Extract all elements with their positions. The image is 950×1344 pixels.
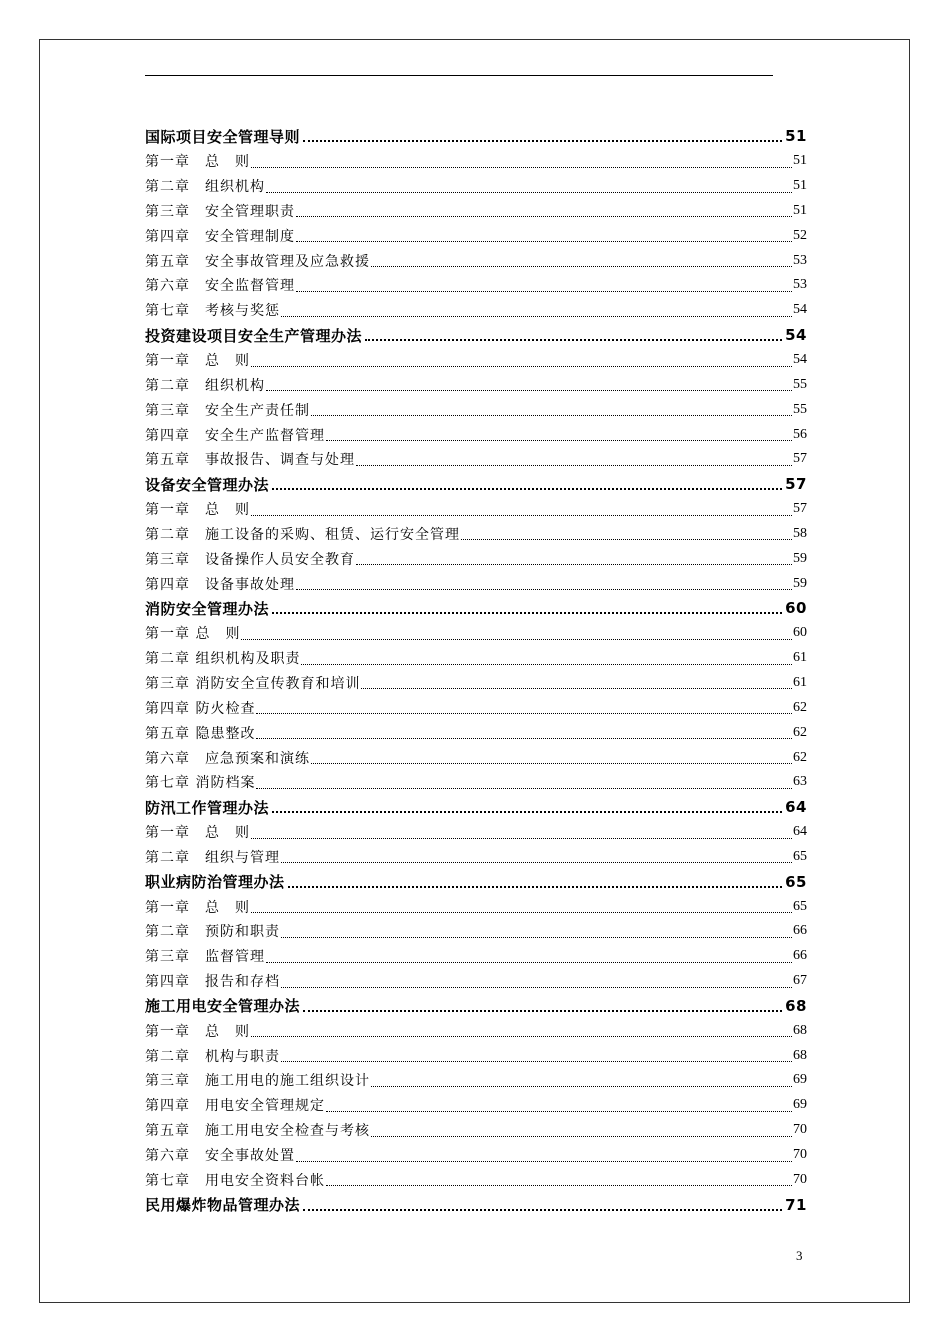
toc-entry-title: 第四章 安全管理制度 <box>145 228 295 245</box>
toc-section-entry[interactable] <box>145 124 807 149</box>
toc-chapter-entry[interactable] <box>145 273 807 298</box>
toc-chapter-entry[interactable] <box>145 1068 807 1093</box>
toc-chapter-entry[interactable] <box>145 497 807 522</box>
toc-entry-page: 57 <box>793 501 807 517</box>
toc-entry-page: 51 <box>793 202 807 218</box>
toc-entry-title: 消防安全管理办法 <box>145 599 270 618</box>
toc-leader-dots <box>266 962 792 963</box>
toc-chapter-entry[interactable] <box>145 1043 807 1068</box>
toc-chapter-entry[interactable] <box>145 546 807 571</box>
toc-entry-page: 70 <box>793 1147 807 1163</box>
toc-entry-page: 66 <box>793 923 807 939</box>
toc-entry-page: 61 <box>793 650 807 666</box>
toc-entry-title: 投资建设项目安全生产管理办法 <box>145 326 363 345</box>
toc-entry-title: 第二章 预防和职责 <box>145 924 280 941</box>
toc-leader-dots <box>272 488 782 490</box>
toc-chapter-entry[interactable] <box>145 820 807 845</box>
toc-entry-title: 职业病防治管理办法 <box>145 873 285 892</box>
toc-entry-title: 第七章 消防档案 <box>145 775 256 792</box>
toc-entry-page: 57 <box>785 475 807 494</box>
toc-entry-title: 第一章 总 则 <box>145 1023 250 1040</box>
toc-entry-page: 61 <box>793 674 807 690</box>
table-of-contents <box>145 124 807 1217</box>
toc-leader-dots <box>251 912 792 913</box>
toc-entry-title: 第一章 总 则 <box>145 502 250 519</box>
toc-chapter-entry[interactable] <box>145 522 807 547</box>
toc-leader-dots <box>281 316 792 317</box>
toc-leader-dots <box>251 167 792 168</box>
toc-leader-dots <box>303 1209 782 1211</box>
header-rule <box>145 75 773 76</box>
toc-entry-page: 57 <box>793 451 807 467</box>
toc-entry-title: 第四章 防火检查 <box>145 700 256 717</box>
toc-entry-page: 55 <box>793 376 807 392</box>
toc-chapter-entry[interactable] <box>145 1143 807 1168</box>
toc-entry-title: 民用爆炸物品管理办法 <box>145 1196 301 1215</box>
toc-leader-dots <box>371 266 792 267</box>
toc-chapter-entry[interactable] <box>145 894 807 919</box>
toc-leader-dots <box>361 688 792 689</box>
toc-chapter-entry[interactable] <box>145 745 807 770</box>
toc-leader-dots <box>296 216 792 217</box>
toc-leader-dots <box>326 440 792 441</box>
toc-leader-dots <box>272 811 782 813</box>
toc-leader-dots <box>311 415 792 416</box>
toc-leader-dots <box>266 390 792 391</box>
toc-leader-dots <box>356 564 792 565</box>
toc-entry-title: 第四章 用电安全管理规定 <box>145 1098 325 1115</box>
toc-entry-page: 55 <box>793 401 807 417</box>
toc-entry-title: 第四章 设备事故处理 <box>145 576 295 593</box>
toc-leader-dots <box>371 1136 792 1137</box>
toc-chapter-entry[interactable] <box>145 720 807 745</box>
toc-leader-dots <box>281 937 792 938</box>
toc-leader-dots <box>281 862 792 863</box>
toc-chapter-entry[interactable] <box>145 348 807 373</box>
toc-entry-title: 第二章 组织机构及职责 <box>145 651 301 668</box>
toc-chapter-entry[interactable] <box>145 1118 807 1143</box>
toc-entry-page: 65 <box>785 872 807 891</box>
toc-section-entry[interactable] <box>145 596 807 621</box>
toc-section-entry[interactable] <box>145 472 807 497</box>
toc-leader-dots <box>371 1086 792 1087</box>
toc-entry-page: 53 <box>793 277 807 293</box>
toc-leader-dots <box>301 664 792 665</box>
toc-chapter-entry[interactable] <box>145 671 807 696</box>
toc-entry-title: 防汛工作管理办法 <box>145 798 270 817</box>
toc-entry-page: 53 <box>793 252 807 268</box>
toc-entry-title: 第一章 总 则 <box>145 154 250 171</box>
toc-entry-page: 64 <box>793 824 807 840</box>
toc-chapter-entry[interactable] <box>145 1093 807 1118</box>
toc-entry-page: 68 <box>793 1022 807 1038</box>
toc-leader-dots <box>266 192 792 193</box>
toc-entry-page: 51 <box>793 153 807 169</box>
toc-chapter-entry[interactable] <box>145 695 807 720</box>
toc-section-entry[interactable] <box>145 1192 807 1217</box>
toc-chapter-entry[interactable] <box>145 770 807 795</box>
toc-entry-page: 51 <box>793 178 807 194</box>
toc-entry-page: 63 <box>793 774 807 790</box>
toc-leader-dots <box>461 539 792 540</box>
toc-entry-page: 68 <box>785 996 807 1015</box>
toc-chapter-entry[interactable] <box>145 397 807 422</box>
toc-entry-page: 68 <box>793 1047 807 1063</box>
toc-leader-dots <box>296 589 792 590</box>
toc-entry-page: 51 <box>785 127 807 146</box>
toc-entry-title: 第五章 事故报告、调查与处理 <box>145 452 355 469</box>
toc-entry-page: 70 <box>793 1122 807 1138</box>
toc-leader-dots <box>296 1161 792 1162</box>
toc-entry-title: 第七章 考核与奖惩 <box>145 303 280 320</box>
toc-entry-title: 国际项目安全管理导则 <box>145 127 301 146</box>
toc-entry-title: 第六章 安全监督管理 <box>145 278 295 295</box>
toc-leader-dots <box>251 1036 792 1037</box>
toc-leader-dots <box>288 886 783 888</box>
toc-leader-dots <box>281 1061 792 1062</box>
toc-entry-page: 65 <box>793 898 807 914</box>
toc-leader-dots <box>281 987 792 988</box>
toc-entry-page: 66 <box>793 948 807 964</box>
toc-entry-page: 54 <box>785 326 807 345</box>
toc-entry-title: 设备安全管理办法 <box>145 475 270 494</box>
toc-entry-title: 第三章 设备操作人员安全教育 <box>145 551 355 568</box>
toc-entry-page: 62 <box>793 749 807 765</box>
toc-entry-page: 54 <box>793 302 807 318</box>
toc-entry-title: 第一章 总 则 <box>145 353 250 370</box>
toc-leader-dots <box>326 1111 792 1112</box>
toc-chapter-entry[interactable] <box>145 248 807 273</box>
toc-entry-title: 第二章 组织机构 <box>145 377 265 394</box>
toc-leader-dots <box>303 140 782 142</box>
toc-entry-title: 第二章 机构与职责 <box>145 1048 280 1065</box>
toc-leader-dots <box>356 465 792 466</box>
toc-leader-dots <box>251 838 792 839</box>
toc-entry-page: 52 <box>793 227 807 243</box>
toc-leader-dots <box>296 291 792 292</box>
toc-entry-page: 59 <box>793 575 807 591</box>
toc-chapter-entry[interactable] <box>145 298 807 323</box>
toc-chapter-entry[interactable] <box>145 447 807 472</box>
toc-entry-title: 第四章 报告和存档 <box>145 974 280 991</box>
toc-chapter-entry[interactable] <box>145 1018 807 1043</box>
toc-leader-dots <box>251 515 792 516</box>
toc-entry-page: 65 <box>793 848 807 864</box>
toc-leader-dots <box>256 738 792 739</box>
toc-entry-title: 第五章 安全事故管理及应急救援 <box>145 253 370 270</box>
toc-chapter-entry[interactable] <box>145 372 807 397</box>
toc-entry-title: 施工用电安全管理办法 <box>145 997 301 1016</box>
toc-entry-title: 第六章 安全事故处置 <box>145 1148 295 1165</box>
toc-chapter-entry[interactable] <box>145 1167 807 1192</box>
toc-section-entry[interactable] <box>145 994 807 1019</box>
toc-leader-dots <box>251 366 792 367</box>
toc-leader-dots <box>272 612 782 614</box>
toc-chapter-entry[interactable] <box>145 571 807 596</box>
toc-leader-dots <box>296 241 792 242</box>
toc-entry-page: 54 <box>793 352 807 368</box>
toc-entry-page: 67 <box>793 973 807 989</box>
toc-chapter-entry[interactable] <box>145 969 807 994</box>
toc-entry-page: 59 <box>793 550 807 566</box>
toc-entry-title: 第二章 组织机构 <box>145 179 265 196</box>
toc-chapter-entry[interactable] <box>145 223 807 248</box>
toc-chapter-entry[interactable] <box>145 621 807 646</box>
toc-section-entry[interactable] <box>145 795 807 820</box>
toc-entry-title: 第一章 总 则 <box>145 825 250 842</box>
toc-entry-title: 第二章 组织与管理 <box>145 849 280 866</box>
toc-entry-page: 62 <box>793 699 807 715</box>
toc-leader-dots <box>256 713 792 714</box>
toc-entry-title: 第六章 应急预案和演练 <box>145 750 310 767</box>
toc-leader-dots <box>256 788 792 789</box>
toc-entry-page: 60 <box>785 599 807 618</box>
toc-entry-title: 第五章 隐患整改 <box>145 725 256 742</box>
toc-entry-title: 第三章 施工用电的施工组织设计 <box>145 1073 370 1090</box>
toc-entry-title: 第三章 安全生产责任制 <box>145 402 310 419</box>
toc-chapter-entry[interactable] <box>145 844 807 869</box>
toc-section-entry[interactable] <box>145 323 807 348</box>
toc-chapter-entry[interactable] <box>145 422 807 447</box>
toc-entry-page: 62 <box>793 724 807 740</box>
toc-leader-dots <box>311 763 792 764</box>
toc-entry-page: 69 <box>793 1097 807 1113</box>
toc-entry-page: 71 <box>785 1195 807 1214</box>
toc-entry-page: 58 <box>793 525 807 541</box>
toc-entry-title: 第三章 消防安全宣传教育和培训 <box>145 675 361 692</box>
toc-chapter-entry[interactable] <box>145 174 807 199</box>
toc-entry-page: 70 <box>793 1171 807 1187</box>
toc-section-entry[interactable] <box>145 869 807 894</box>
toc-entry-page: 69 <box>793 1072 807 1088</box>
toc-leader-dots <box>303 1010 782 1012</box>
toc-chapter-entry[interactable] <box>145 944 807 969</box>
toc-leader-dots <box>241 639 792 640</box>
page-number: 3 <box>796 1248 803 1263</box>
toc-chapter-entry[interactable] <box>145 646 807 671</box>
toc-leader-dots <box>365 339 782 341</box>
toc-entry-title: 第三章 监督管理 <box>145 949 265 966</box>
toc-entry-title: 第二章 施工设备的采购、租赁、运行安全管理 <box>145 526 460 543</box>
toc-entry-page: 56 <box>793 426 807 442</box>
toc-entry-title: 第一章 总 则 <box>145 899 250 916</box>
toc-chapter-entry[interactable] <box>145 149 807 174</box>
toc-chapter-entry[interactable] <box>145 199 807 224</box>
toc-entry-title: 第七章 用电安全资料台帐 <box>145 1172 325 1189</box>
toc-chapter-entry[interactable] <box>145 919 807 944</box>
toc-entry-title: 第一章 总 则 <box>145 626 241 643</box>
toc-entry-title: 第四章 安全生产监督管理 <box>145 427 325 444</box>
toc-entry-title: 第三章 安全管理职责 <box>145 203 295 220</box>
toc-entry-page: 64 <box>785 798 807 817</box>
toc-leader-dots <box>326 1185 792 1186</box>
toc-entry-title: 第五章 施工用电安全检查与考核 <box>145 1123 370 1140</box>
toc-entry-page: 60 <box>793 625 807 641</box>
